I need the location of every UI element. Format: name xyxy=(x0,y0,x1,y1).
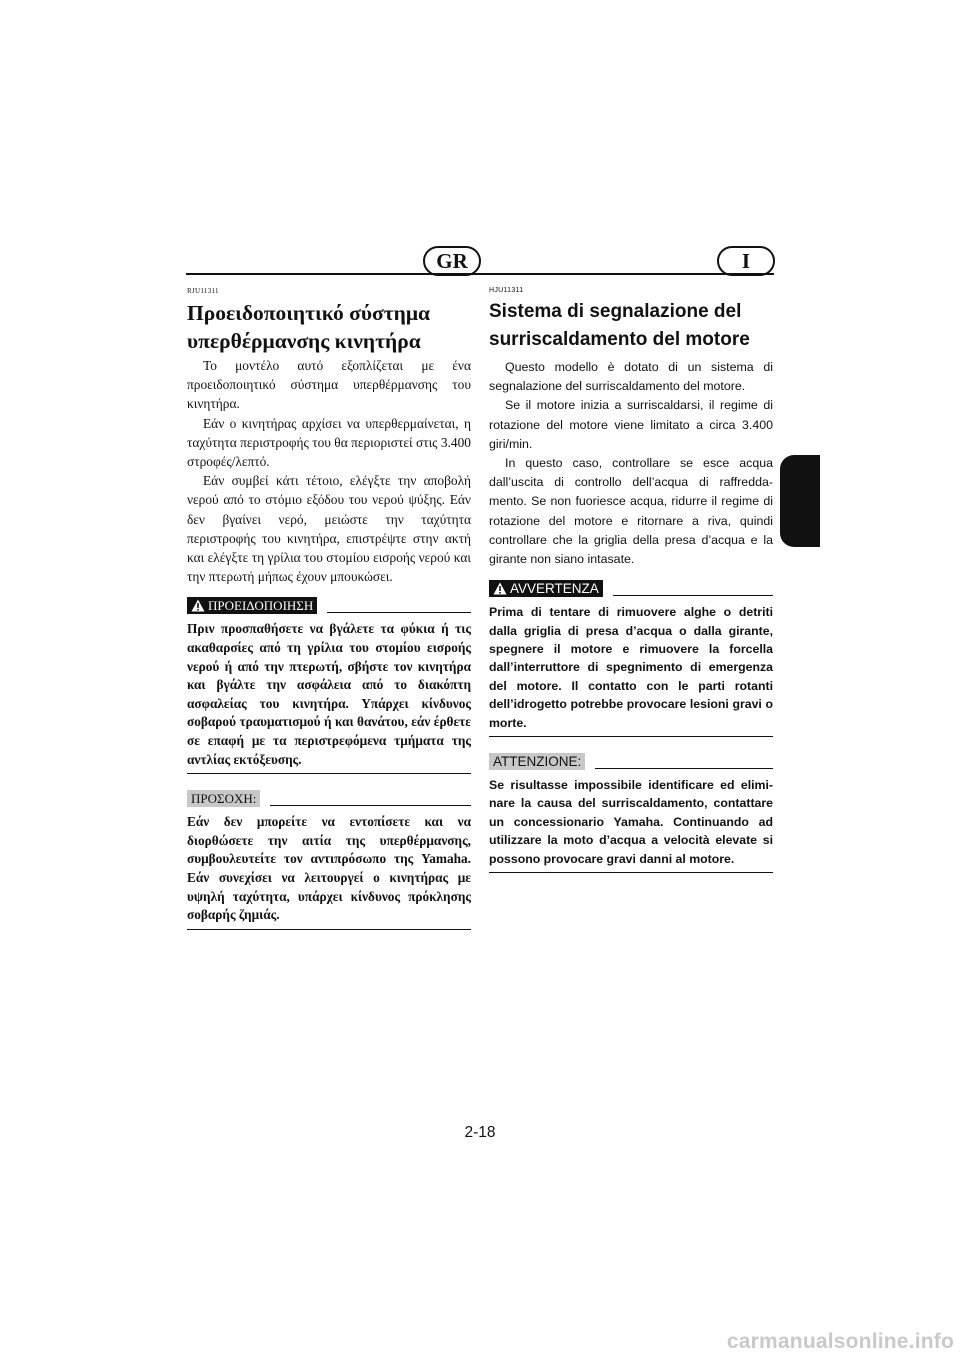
warning-header xyxy=(489,580,773,597)
section-title-line2: surriscaldamento del motore xyxy=(489,329,750,350)
divider xyxy=(327,612,471,613)
divider xyxy=(270,805,471,806)
greek-column xyxy=(187,287,471,930)
section-title-line2: υπερθέρμανσης κινητήρα xyxy=(187,329,421,353)
warning-badge xyxy=(187,597,317,614)
caution-label: ATTENZIONE: xyxy=(493,754,582,770)
divider xyxy=(489,736,773,737)
section-title-line1: Προειδοποιητικό σύστημα xyxy=(187,301,431,325)
language-badge-greek: GR xyxy=(423,246,481,276)
body-paragraph: Εάν συμβεί κάτι τέτοιο, ελέγξτε την αποβολή νερού από το στόμιο εξόδου του νερού ψύξης. Εάν δεν βγαίνει νερό, μειώστε την ταχύτητα περιστροφής του κινητήρα, επιστρέψτε στην ακτή και ελέγξτε τη γρίλια του στομίου εισροής νερού και την πτερωτή μήπως έχουν μπουκώσει. xyxy=(187,473,471,585)
warning-header xyxy=(187,597,471,614)
section-code: HJU11311 xyxy=(489,287,524,294)
chapter-side-tab xyxy=(780,455,820,547)
caution-badge xyxy=(187,790,260,807)
body-paragraph: In questo caso, controllare se esce acqua dall’uscita di controllo dell’acqua di raffredda-mento. Se non fuoriesce acqua, ridurre il regime di rotazione del motore e ritornare a riva, quindi controllare che la griglia della presa d’acqua e la girante non siano intasate. xyxy=(489,456,773,567)
caution-label: ΠΡΟΣΟΧΗ: xyxy=(191,790,257,806)
body-paragraph: Εάν ο κινητήρας αρχίσει να υπερθερμαίνεται, η ταχύτητα περιστροφής του θα περιοριστεί στις 3.400 στροφές/λεπτό. xyxy=(187,415,471,470)
caution-badge xyxy=(489,753,585,770)
language-badge-italian: I xyxy=(717,246,775,276)
warning-label: AVVERTENZA xyxy=(510,581,599,597)
section-title-line1: Sistema di segnalazione del xyxy=(489,301,742,322)
warning-triangle-icon xyxy=(191,599,205,612)
warning-text: Prima di tentare di rimuovere alghe o detriti dalla griglia di presa d’acqua o dalla girante, spegnere il motore e rimuovere la forcella dall’interruttore di spegnimento di emergenza del motore. Il contatto con le parti rotanti dell’idrogetto potrebbe provocare lesioni gravi o morte. xyxy=(489,605,773,730)
caution-header xyxy=(187,790,471,807)
divider xyxy=(187,929,471,930)
divider xyxy=(187,773,471,774)
body-paragraph: Το μοντέλο αυτό εξοπλίζεται με ένα προειδοποιητικό σύστημα υπερθέρμανσης του κινητήρα. xyxy=(187,358,471,412)
divider xyxy=(489,872,773,873)
warning-badge xyxy=(489,580,603,597)
section-title xyxy=(187,299,471,355)
body-paragraph: Questo modello è dotato di un sistema di segnalazione del surriscaldamento del motore. xyxy=(489,360,773,394)
warning-text: Πριν προσπαθήσετε να βγάλετε τα φύκια ή τις ακαθαρσίες από τη γρίλια του στομίου εισροής νερού ή από την πτερωτή, σβήστε τον κινητήρα και βγάλτε την ασφάλεια από το διακόπτη ασφαλείας του κινητήρα. Υπάρχει κίνδυνος σοβαρού τραυματισμού ή και θανάτου, εάν έρθετε σε επαφή με τα περιστρεφόμενα τμήματα της αντλίας εκτόξευσης. xyxy=(187,621,471,767)
italian-column xyxy=(489,287,773,873)
watermark: carmanualsonline.info xyxy=(726,1330,954,1353)
header-rule xyxy=(186,273,774,275)
warning-label: ΠΡΟΕΙΔΟΠΟΙΗΣΗ xyxy=(208,597,314,613)
caution-text: Εάν δεν μπορείτε να εντοπίσετε και να διορθώσετε την αιτία της υπερθέρμανσης, συμβουλευτείτε τον αντιπρόσωπο της Yamaha. Εάν συνεχίσει να λειτουργεί ο κινητήρας με υψηλή ταχύτητα, υπάρχει κίνδυνος πρόκλησης σοβαρής ζημιάς. xyxy=(187,814,471,923)
warning-triangle-icon xyxy=(493,582,507,595)
page-number: 2-18 xyxy=(464,1124,496,1141)
caution-text: Se risultasse impossibile identificare ed elimi-nare la causa del surriscaldamento, contattare un concessionario Yamaha. Continuando ad utilizzare la moto d’acqua a velocità elevate si possono provocare gravi danni al motore. xyxy=(489,778,773,866)
divider xyxy=(613,595,773,596)
body-paragraph: Se il motore inizia a surriscaldarsi, il regime di rotazione del motore viene limitato a circa 3.400 giri/min. xyxy=(489,398,773,451)
caution-header xyxy=(489,753,773,770)
divider xyxy=(595,768,773,769)
section-code: RJU11311 xyxy=(187,287,219,295)
section-title xyxy=(489,298,773,354)
